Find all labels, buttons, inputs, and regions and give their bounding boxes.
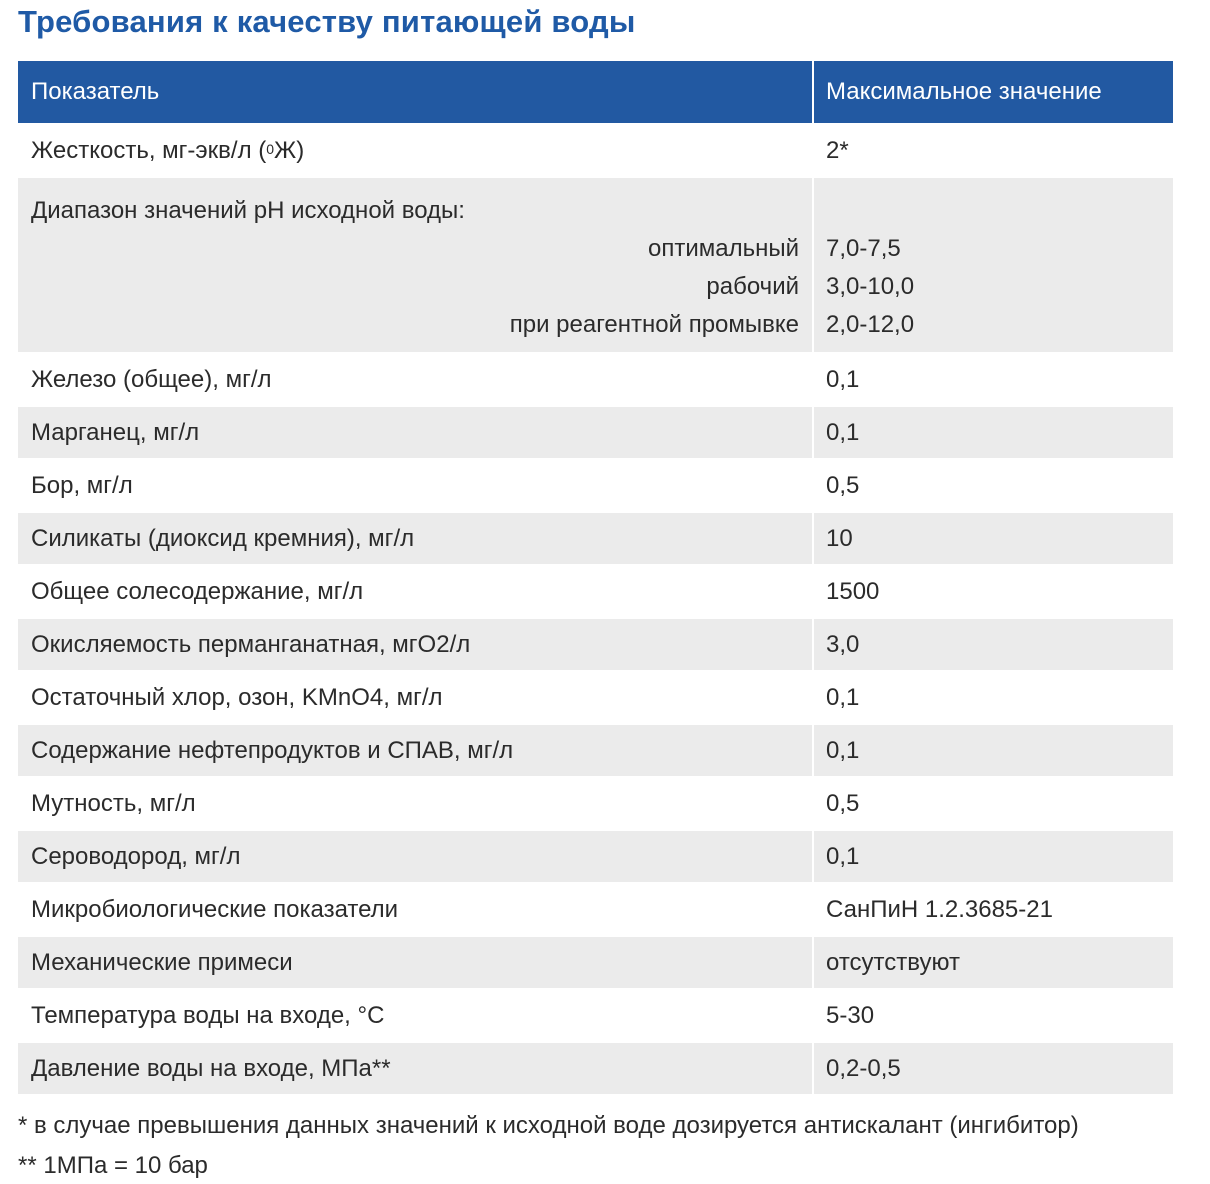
- row-value: 5-30: [826, 1001, 875, 1029]
- row-value: 0,1: [826, 683, 860, 711]
- row-label: Мутность, мг/л: [18, 778, 814, 829]
- footnote-pressure-unit: ** 1МПа = 10 бар: [18, 1152, 208, 1179]
- row-value: 0,1: [826, 418, 860, 446]
- table-row-hardness: [18, 125, 1173, 178]
- column-header-max-value: Максимальное значение: [826, 78, 1102, 105]
- table-row: [18, 778, 1173, 831]
- row-label: Силикаты (диоксид кремния), мг/л: [18, 513, 814, 564]
- ph-sublabel: рабочий: [706, 273, 799, 300]
- table-row: [18, 725, 1173, 778]
- row-label: [18, 178, 814, 352]
- row-value: 0,1: [826, 365, 860, 393]
- table-row: [18, 1043, 1173, 1096]
- row-label: Железо (общее), мг/л: [18, 354, 814, 405]
- table-row: [18, 619, 1173, 672]
- row-label: Сероводород, мг/л: [18, 831, 814, 882]
- ph-subvalue: 2,0-12,0: [826, 311, 915, 338]
- row-label: Жесткость, мг-экв/л ( $^0$ Ж): [18, 125, 814, 176]
- row-label: Содержание нефтепродуктов и СПАВ, мг/л: [18, 725, 814, 776]
- row-value: 3,0: [826, 630, 860, 658]
- ph-subvalue: 7,0-7,5: [826, 235, 901, 262]
- table-header-row: [18, 61, 1173, 125]
- row-label: Окисляемость перманганатная, мгО2/л: [18, 619, 814, 670]
- row-label: Давление воды на входе, МПа**: [18, 1043, 814, 1094]
- table-row-ph: [18, 178, 1173, 354]
- row-value: 2*: [826, 136, 849, 164]
- table-row: [18, 831, 1173, 884]
- ph-range-label: Диапазон значений pH исходной воды:: [31, 197, 465, 224]
- row-label: Общее солесодержание, мг/л: [18, 566, 814, 617]
- ph-subvalue: 3,0-10,0: [826, 273, 915, 300]
- row-label: Микробиологические показатели: [18, 884, 814, 935]
- row-value: 10: [826, 524, 853, 552]
- row-value: 0,5: [826, 471, 860, 499]
- row-label: Механические примеси: [18, 937, 814, 988]
- table-row: [18, 566, 1173, 619]
- row-label: Марганец, мг/л: [18, 407, 814, 458]
- column-header-indicator: Показатель: [18, 61, 814, 123]
- ph-sublabel: при реагентной промывке: [509, 311, 799, 338]
- row-value: 0,2-0,5: [826, 1054, 901, 1082]
- page-title: Требования к качеству питающей воды: [18, 4, 636, 39]
- row-value: 0,5: [826, 789, 860, 817]
- row-value: 0,1: [826, 842, 860, 870]
- row-value: 1500: [826, 577, 880, 605]
- table-row: [18, 354, 1173, 407]
- row-value: отсутствуют: [826, 948, 960, 976]
- row-value: 0,1: [826, 736, 860, 764]
- table-row: [18, 672, 1173, 725]
- ph-sublabel: оптимальный: [647, 235, 799, 262]
- table-row: [18, 513, 1173, 566]
- row-label: Остаточный хлор, озон, KMnO4, мг/л: [18, 672, 814, 723]
- table-row: [18, 937, 1173, 990]
- row-value: СанПиН 1.2.3685-21: [826, 895, 1053, 923]
- table-row: [18, 407, 1173, 460]
- table-row: [18, 460, 1173, 513]
- table-row: [18, 990, 1173, 1043]
- water-quality-table: [18, 61, 1173, 1096]
- row-value: [814, 178, 1173, 352]
- footnote-antiscalant: * в случае превышения данных значений к исходной воде дозируется антискалант (ингибитор): [18, 1112, 1079, 1139]
- row-label: Температура воды на входе, °С: [18, 990, 814, 1041]
- row-label: Бор, мг/л: [18, 460, 814, 511]
- table-row: [18, 884, 1173, 937]
